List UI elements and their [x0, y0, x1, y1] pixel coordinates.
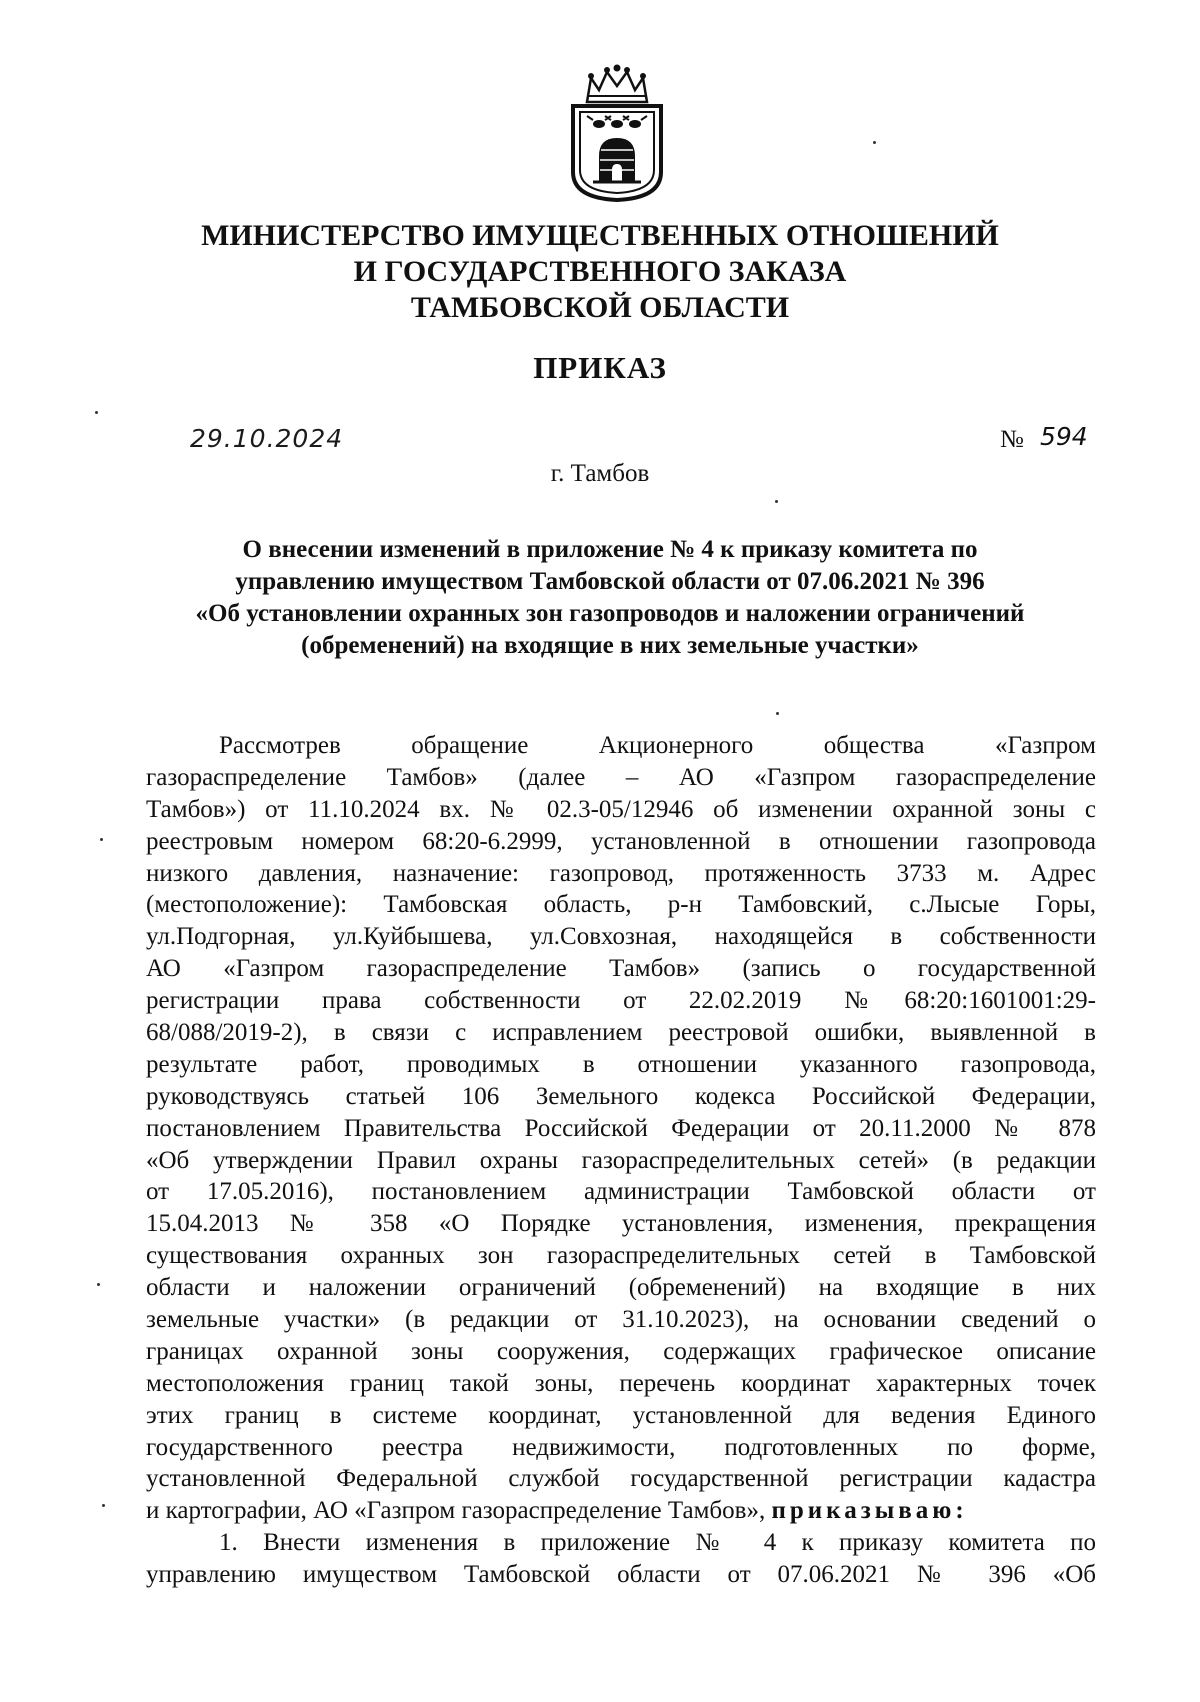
body-line: области и наложении ограничений (обременений) на входящие в них [146, 1274, 1096, 1302]
body-line: государственного реестра недвижимости, подготовленных по форме, [146, 1433, 1096, 1461]
scan-speck [100, 838, 103, 841]
body-line: АО «Газпром газораспределение Тамбов» (запись о государственной [146, 955, 1096, 983]
document-type: ПРИКАЗ [533, 350, 667, 385]
body-line: низкого давления, назначение: газопровод, протяженность 3733 м. Адрес [146, 859, 1096, 887]
subject-line: управлению имуществом Тамбовской области от 07.06.2021 № 396 [235, 568, 985, 595]
ministry-line: И ГОСУДАРСТВЕННОГО ЗАКАЗА [353, 255, 847, 288]
body-line: установленной Федеральной службой государственной регистрации кадастра [146, 1465, 1096, 1493]
body-line: от 17.05.2016), постановлением администрации Тамбовской области от [146, 1178, 1096, 1206]
body-line: (местоположение): Тамбовская область, р-н Тамбовский, с.Лысые Горы, [146, 891, 1096, 919]
subject-line: (обременений) на входящие в них земельные участки» [301, 632, 919, 659]
body-line: местоположения границ такой зоны, перечень координат характерных точек [146, 1369, 1096, 1397]
order-subject [140, 534, 1080, 662]
subject-line: «Об установлении охранных зон газопроводов и наложении ограничений [195, 600, 1025, 627]
body-line: результате работ, проводимых в отношении указанного газопровода, [146, 1050, 1096, 1078]
body-line: ул.Подгорная, ул.Куйбышева, ул.Совхозная, находящейся в собственности [146, 923, 1096, 951]
order-number: 594 [1040, 422, 1088, 451]
coat-of-arms-icon [565, 60, 669, 202]
scan-speck [97, 1283, 100, 1286]
body-line: регистрации права собственности от 22.02.2019 №68:20:1601001:29- [146, 987, 1096, 1015]
body-line: Рассмотрев обращение Акционерного общества «Газпром [219, 732, 1096, 759]
body-line: постановлением Правительства Российской Федерации от 20.11.2000 № 878 [146, 1114, 1096, 1142]
subject-line: О внесении изменений в приложение № 4 к приказу комитета по [242, 536, 978, 563]
item-line: управлению имуществом Тамбовской области от 07.06.2021 № 396 «Об [146, 1561, 1096, 1589]
scan-speck [775, 500, 778, 503]
body-line: реестровым номером 68:20-6.2999, установленной в отношении газопровода [146, 827, 1096, 855]
order-date: 29.10.2024 [190, 424, 344, 453]
body-line: Тамбов») от 11.10.2024 вх. № 02.3-05/12946 об изменении охранной зоны с [146, 795, 1096, 823]
order-body [146, 730, 1096, 1591]
order-number-label: № [1000, 426, 1024, 453]
body-line: 15.04.2013 № 358 «О Порядке установления, изменения, прекращения [146, 1210, 1096, 1238]
ministry-name [0, 218, 1200, 326]
body-line: существования охранных зон газораспределительных сетей в Тамбовской [146, 1242, 1096, 1270]
body-line: руководствуясь статьей 106 Земельного кодекса Российской Федерации, [146, 1082, 1096, 1110]
scan-speck [873, 141, 876, 144]
body-line: границах охранной зоны сооружения, содержащих графическое описание [146, 1337, 1096, 1365]
city: г. Тамбов [550, 460, 650, 487]
ministry-line: МИНИСТЕРСТВО ИМУЩЕСТВЕННЫХ ОТНОШЕНИЙ [201, 219, 999, 252]
body-line [146, 1495, 1096, 1527]
body-line: «Об утверждении Правил охраны газораспределительных сетей» (в редакции [146, 1146, 1096, 1174]
body-line: этих границ в системе координат, установленной для ведения Единого [146, 1401, 1096, 1429]
order-verb: приказываю: [771, 1497, 968, 1525]
scan-speck [776, 712, 779, 715]
body-line: земельные участки» (в редакции от 31.10.2023), на основании сведений о [146, 1306, 1096, 1334]
item-line: 1. Внести изменения в приложение № 4 к приказу комитета по [219, 1529, 1096, 1557]
ministry-line: ТАМБОВСКОЙ ОБЛАСТИ [410, 291, 790, 324]
body-text: и картографии, АО «Газпром газораспределение Тамбов», [146, 1497, 766, 1525]
body-line: газораспределение Тамбов» (далее – АО «Газпром газораспределение [146, 763, 1096, 791]
scan-speck [95, 411, 98, 414]
scan-speck [102, 1504, 105, 1507]
body-line: 68/088/2019-2), в связи с исправлением реестровой ошибки, выявленной в [146, 1019, 1096, 1047]
